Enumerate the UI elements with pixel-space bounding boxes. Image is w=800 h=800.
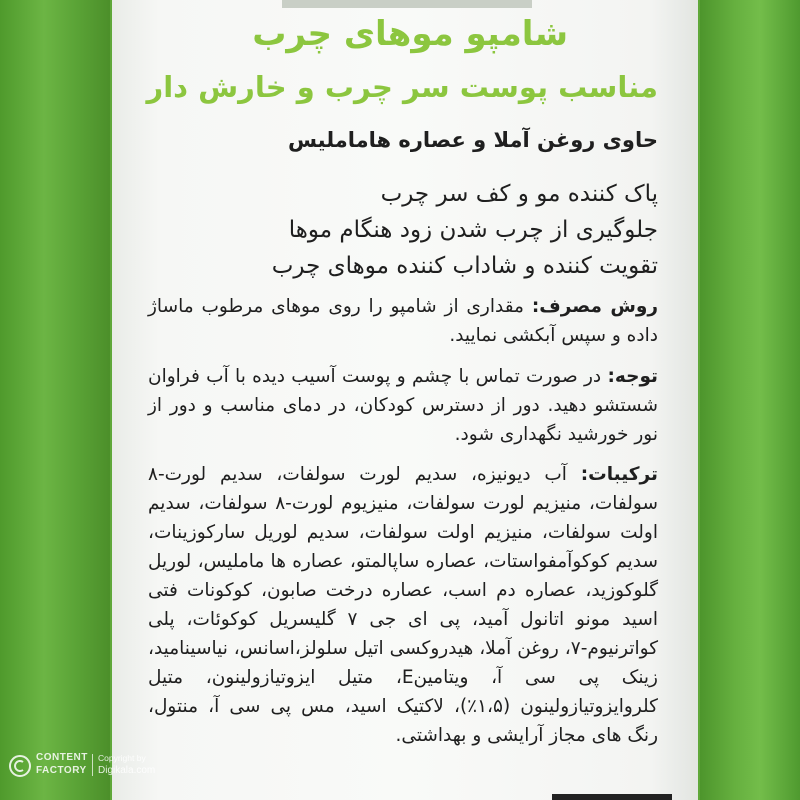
ingredients-paragraph bbox=[148, 460, 658, 750]
benefits-list bbox=[272, 176, 658, 284]
watermark-site: Digikala.com bbox=[98, 765, 156, 776]
barcode-edge bbox=[552, 794, 672, 800]
watermark-separator bbox=[92, 754, 93, 776]
usage-paragraph bbox=[148, 292, 658, 350]
product-subtitle: مناسب پوست سر چرب و خارش دار bbox=[146, 70, 658, 104]
content-factory-watermark bbox=[8, 750, 208, 790]
watermark-brand-line1: CONTENT bbox=[36, 752, 88, 763]
caution-text: در صورت تماس با چشم و پوست آسیب دیده با آب فراوان شستشو دهید. دور از دسترس کودکان، در دمای مناسب و دور از نور خورشید نگهداری شود. bbox=[148, 366, 658, 445]
label-top-strip bbox=[282, 0, 532, 8]
product-label bbox=[112, 0, 698, 800]
watermark-copyright: Copyright by bbox=[98, 753, 146, 763]
benefit-item: جلوگیری از چرب شدن زود هنگام موها bbox=[288, 217, 658, 243]
benefit-item: پاک کننده مو و کف سر چرب bbox=[380, 181, 658, 207]
content-factory-logo-icon bbox=[8, 754, 32, 778]
usage-label: روش مصرف: bbox=[531, 296, 658, 317]
caution-label: توجه: bbox=[607, 366, 658, 387]
ingredients-text: آب دیونیزه، سدیم لورت سولفات، سدیم لورت-۸ سولفات، منیزیم لورت سولفات، منیزیوم لورت-۸ سولفات، سدیم اولت سولفات، منیزیم اولت سولفات، سدیم لوریل سارکوزینات، سدیم کوکوآمفواستات، عصاره ساپالمتو، عصاره ها ماملیس، لوریل گلوکوزید، عصاره دم اسب، عصاره درخت صابون، کوکونات فتی اسید مونو اتانول آمید، پی ای جی ۷ گلیسریل کوکوئات، پلی کواترنیوم-۷، روغن آملا، هیدروکسی اتیل سلولز،اسانس، نیاسینامید، زینک پی سی آ، ویتامینE، متیل ایزوتیازولینون، متیل کلروایزوتیازولینون (۱،۵٪)، لاکتیک اسید، مس پی سی آ، منتول، رنگ های مجاز آرایشی و بهداشتی. bbox=[148, 464, 659, 746]
usage-text: مقداری از شامپو را روی موهای مرطوب ماساژ داده و سپس آبکشی نمایید. bbox=[148, 296, 658, 346]
bottle-right-side bbox=[700, 0, 800, 800]
watermark-brand-line2: FACTORY bbox=[36, 765, 87, 776]
caution-paragraph bbox=[148, 362, 658, 449]
product-contains: حاوی روغن آملا و عصاره هاماملیس bbox=[287, 128, 658, 152]
ingredients-label: ترکیبات: bbox=[580, 464, 658, 485]
bottle-left-side bbox=[0, 0, 110, 800]
benefit-item: تقویت کننده و شاداب کننده موهای چرب bbox=[271, 253, 658, 279]
product-title: شامپو موهای چرب bbox=[252, 14, 568, 54]
